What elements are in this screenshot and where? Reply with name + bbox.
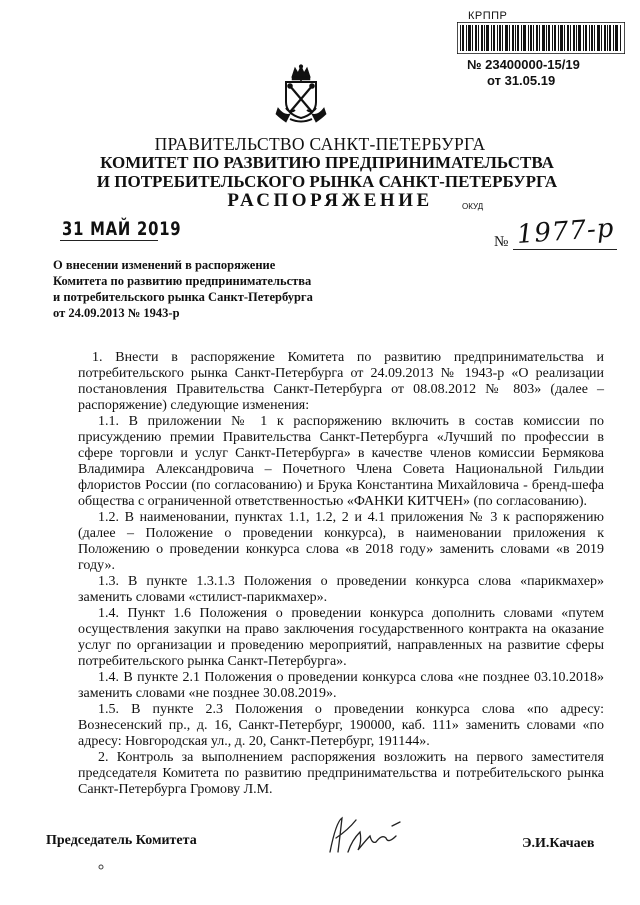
subject-line: О внесении изменений в распоряжение (53, 258, 276, 272)
paragraph-1-3: 1.3. В пункте 1.3.1.3 Положения о проведении конкурса слова «парикмахер» заменить словами «стилист-парикмахер». (78, 574, 604, 605)
document-date-stamp: 31 МАЙ 2019 (62, 218, 182, 240)
committee-title-line1: КОМИТЕТ ПО РАЗВИТИЮ ПРЕДПРИНИМАТЕЛЬСТВА (100, 153, 554, 172)
paragraph-1-4a: 1.4. Пункт 1.6 Положения о проведении конкурса дополнить словами «путем осуществления закупки на право заключения государственного контракта на оказание услуг по организации и проведению мероприятий, направленных на развитие сферы потребительского рынка Санкт-Петербурга». (78, 606, 604, 669)
number-underline (513, 249, 617, 250)
document-body (78, 350, 604, 798)
subject-line: Комитета по развитию предпринимательства (53, 274, 312, 288)
registration-number: № 23400000-15/19 (467, 57, 580, 72)
coat-of-arms-emblem (272, 64, 330, 126)
paragraph-2: 2. Контроль за выполнением распоряжения возложить на первого заместителя председателя Комитета по развитию предпринимательства и потребительского рынка Санкт-Петербурга Громову Л.М. (78, 750, 604, 797)
paragraph-1: 1. Внести в распоряжение Комитета по развитию предпринимательства и потребительского рынка Санкт-Петербурга от 24.09.2013 № 1943-р «О реализации постановления Правительства Санкт-Петербурга от 08.08.2012 № 803» (далее – распоряжение) следующие изменения: (78, 350, 604, 413)
registration-date: от 31.05.19 (487, 73, 556, 88)
signer-name: Э.И.Качаев (522, 836, 595, 851)
paragraph-1-5: 1.5. В пункте 2.3 Положения о проведении конкурса слова «по адресу: Вознесенский пр., д. 16, Санкт-Петербург, 190000, каб. 111» заменить словами «по адресу: Новгородская ул., д. 20, Санкт-Петербург, 191144». (78, 702, 604, 749)
stray-mark (98, 864, 104, 870)
date-underline (60, 240, 158, 241)
barcode (457, 22, 625, 54)
handwritten-signature (326, 812, 408, 858)
paragraph-1-1: 1.1. В приложении № 1 к распоряжению включить в состав комиссии по присуждению премии Правительства Санкт-Петербурга «Лучший по профессии в сфере торговли и услуг Санкт-Петербурга» в качестве членов комиссии Бермякова Владимира Александровича – Почетного Члена Совета Национальной Гильдии флористов России (по согласованию) и Брука Константина Михайловича - бренд-шефа общества с ограниченной ответственностью «ФАНКИ КИТЧЕН» (по согласованию). (78, 414, 604, 509)
number-sign: № (494, 234, 509, 250)
paragraph-1-4b: 1.4. В пункте 2.1 Положения о проведении конкурса слова «не позднее 03.10.2018» заменить словами «не позднее 30.08.2019». (78, 670, 604, 701)
subject-line: от 24.09.2013 № 1943-р (53, 306, 180, 320)
okud-label: ОКУД (462, 202, 484, 211)
document-subject (53, 257, 313, 321)
document-type: РАСПОРЯЖЕНИЕ (227, 190, 433, 211)
paragraph-1-2: 1.2. В наименовании, пунктах 1.1, 1.2, 2 и 4.1 приложения № 3 к распоряжению (далее – Положение о проведении конкурса), в наименовании приложения к Положению о проведении конкурса слова «в 2018 году» заменить словами «в 2019 году». (78, 510, 604, 573)
document-number-handwritten: 1977-р (515, 213, 616, 250)
signer-title: Председатель Комитета (46, 833, 197, 848)
registration-label: КРППР (468, 10, 508, 22)
subject-line: и потребительского рынка Санкт-Петербурга (53, 290, 313, 304)
government-title: ПРАВИТЕЛЬСТВО САНКТ-ПЕТЕРБУРГА (154, 134, 486, 154)
committee-title-line2: И ПОТРЕБИТЕЛЬСКОГО РЫНКА САНКТ-ПЕТЕРБУРГА (96, 172, 558, 191)
